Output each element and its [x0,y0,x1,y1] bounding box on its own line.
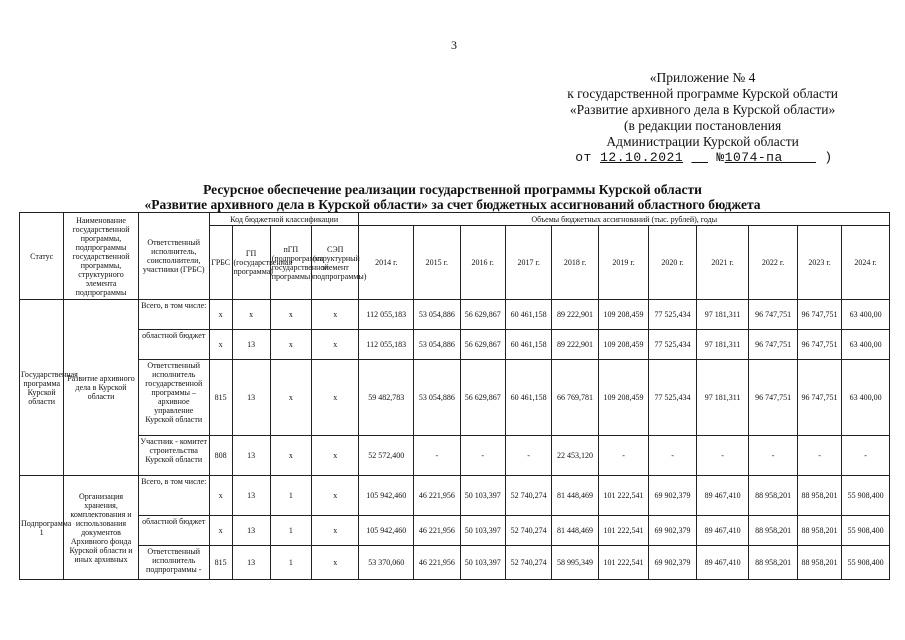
executor-cell: Всего, в том числе: [138,476,209,516]
gp-cell: 13 [232,330,270,360]
amount-cell: 101 222,541 [598,546,649,580]
grbs-cell: 815 [209,360,232,436]
amount-cell: 77 525,434 [649,300,696,330]
grbs-cell: х [209,330,232,360]
header-executor: Ответственный исполнитель, соисполнители, участники (ГРБС) [138,213,209,300]
gp-cell: 13 [232,360,270,436]
pgp-cell: 1 [270,516,311,546]
title-line-1: Ресурсное обеспечение реализации государственной программы Курской области [203,182,702,197]
appendix-line-2: к государственной программе Курской области [567,86,838,101]
grbs-cell: х [209,516,232,546]
amount-cell: 77 525,434 [649,360,696,436]
amount-cell: 112 055,183 [359,300,414,330]
appendix-line-4: (в редакции постановления [623,118,782,133]
table-row [20,330,890,360]
amount-cell: 77 525,434 [649,330,696,360]
amount-cell: 46 221,956 [414,516,460,546]
amount-cell: 96 747,751 [749,360,797,436]
gp-cell: 13 [232,546,270,580]
amount-cell: 66 769,781 [552,360,598,436]
title-line-2: «Развитие архивного дела в Курской области» за счет бюджетных ассигнований областного бюджета [144,197,761,212]
amount-cell: 59 482,783 [359,360,414,436]
gp-cell: 13 [232,476,270,516]
header-name: Наименование государственной программы, подпрограммы государственной программы, структурного элемента подпрограммы [64,213,138,300]
header-year: 2019 г. [598,226,649,300]
table-row [20,300,890,330]
number-label: № [716,150,725,165]
amount-cell: 53 054,886 [414,300,460,330]
amount-cell: 88 958,201 [749,516,797,546]
amount-cell: - [842,436,890,476]
header-grbs: ГРБС [209,226,232,300]
sep-cell: х [311,546,358,580]
amount-cell: 56 629,867 [460,330,505,360]
amount-cell: 55 908,400 [842,476,890,516]
amount-cell: 88 958,201 [749,546,797,580]
program-name-cell: Организация хранения, комплектования и использования документов Архивного фонда Курской области и иных архивных [64,476,138,580]
decree-number: 1074-па [724,150,783,165]
amount-cell: 101 222,541 [598,516,649,546]
header-year: 2020 г. [649,226,696,300]
pgp-cell: 1 [270,546,311,580]
amount-cell: 89 467,410 [696,546,749,580]
sep-cell: х [311,360,358,436]
pgp-cell: х [270,300,311,330]
sep-cell: х [311,300,358,330]
amount-cell: - [414,436,460,476]
appendix-line-3: «Развитие архивного дела в Курской области» [569,102,836,117]
header-year: 2021 г. [696,226,749,300]
amount-cell: 112 055,183 [359,330,414,360]
pgp-cell: х [270,436,311,476]
amount-cell: 96 747,751 [749,330,797,360]
amount-cell: 81 448,469 [552,476,598,516]
amount-cell: 55 908,400 [842,516,890,546]
pgp-cell: 1 [270,476,311,516]
pgp-cell: х [270,360,311,436]
amount-cell: 109 208,459 [598,330,649,360]
amount-cell: 60 461,158 [505,330,551,360]
resource-table [19,212,890,580]
table-row [20,546,890,580]
amount-cell: - [505,436,551,476]
amount-cell: 109 208,459 [598,360,649,436]
amount-cell: - [649,436,696,476]
header-year: 2017 г. [505,226,551,300]
gp-cell: х [232,300,270,330]
amount-cell: 96 747,751 [797,300,841,330]
amount-cell: 58 995,349 [552,546,598,580]
appendix-line-1: «Приложение № 4 [649,70,756,85]
amount-cell: 53 054,886 [414,360,460,436]
sep-cell: х [311,476,358,516]
header-year: 2015 г. [414,226,460,300]
header-year: 2016 г. [460,226,505,300]
table-row [20,476,890,516]
amount-cell: - [696,436,749,476]
grbs-cell: 808 [209,436,232,476]
appendix-header [567,70,838,166]
amount-cell: 89 222,901 [552,300,598,330]
header-pgp: пГП (подпрограмма государственной программы) [270,226,311,300]
header-volumes-group: Объемы бюджетных ассигнований (тыс. рублей), годы [359,213,890,226]
document-title [0,182,905,212]
status-cell: Подпрограмма 1 [20,476,64,580]
header-year: 2022 г. [749,226,797,300]
header-status: Статус [20,213,64,300]
appendix-line-5: Администрации Курской области [606,134,799,149]
amount-cell: 50 103,397 [460,476,505,516]
amount-cell: 69 902,379 [649,546,696,580]
amount-cell: 69 902,379 [649,476,696,516]
amount-cell: 96 747,751 [749,300,797,330]
amount-cell: 88 958,201 [749,476,797,516]
amount-cell: 56 629,867 [460,360,505,436]
amount-cell: 53 370,060 [359,546,414,580]
amount-cell: - [749,436,797,476]
header-year: 2024 г. [842,226,890,300]
close-paren: ) [824,150,833,165]
amount-cell: 89 467,410 [696,476,749,516]
amount-cell: 53 054,886 [414,330,460,360]
sep-cell: х [311,436,358,476]
amount-cell: 97 181,311 [696,360,749,436]
amount-cell: 55 908,400 [842,546,890,580]
amount-cell: 105 942,460 [359,516,414,546]
table-row [20,360,890,436]
amount-cell: 88 958,201 [797,476,841,516]
amount-cell: 46 221,956 [414,546,460,580]
page-number: 3 [451,38,457,52]
amount-cell: 46 221,956 [414,476,460,516]
executor-cell: Ответственный исполнитель государственной программы – архивное управление Курской области [138,360,209,436]
pgp-cell: х [270,330,311,360]
table-row [20,436,890,476]
grbs-cell: х [209,300,232,330]
from-label: от [575,150,592,165]
appendix-date-line [567,150,838,166]
amount-cell: 96 747,751 [797,330,841,360]
amount-cell: 63 400,00 [842,300,890,330]
sep-cell: х [311,330,358,360]
amount-cell: 97 181,311 [696,300,749,330]
sep-cell: х [311,516,358,546]
amount-cell: 69 902,379 [649,516,696,546]
header-year: 2023 г. [797,226,841,300]
header-gp: ГП (государственная программа) [232,226,270,300]
amount-cell: 63 400,00 [842,330,890,360]
grbs-cell: 815 [209,546,232,580]
table-row [20,516,890,546]
amount-cell: 22 453,120 [552,436,598,476]
amount-cell: 88 958,201 [797,516,841,546]
amount-cell: 96 747,751 [797,360,841,436]
amount-cell: 52 740,274 [505,476,551,516]
amount-cell: 50 103,397 [460,546,505,580]
amount-cell: 52 740,274 [505,516,551,546]
executor-cell: областной бюджет [138,330,209,360]
amount-cell: 60 461,158 [505,360,551,436]
amount-cell: 60 461,158 [505,300,551,330]
executor-cell: областной бюджет [138,516,209,546]
amount-cell: - [460,436,505,476]
amount-cell: 89 222,901 [552,330,598,360]
amount-cell: 50 103,397 [460,516,505,546]
amount-cell: 63 400,00 [842,360,890,436]
amount-cell: 89 467,410 [696,516,749,546]
amount-cell: 105 942,460 [359,476,414,516]
amount-cell: 52 740,274 [505,546,551,580]
status-cell: Государственная программа Курской области [20,300,64,476]
header-code-group: Код бюджетной классификации [209,213,359,226]
amount-cell: 97 181,311 [696,330,749,360]
amount-cell: 56 629,867 [460,300,505,330]
gp-cell: 13 [232,516,270,546]
executor-cell: Ответственный исполнитель подпрограммы - [138,546,209,580]
amount-cell: 81 448,469 [552,516,598,546]
amount-cell: 52 572,400 [359,436,414,476]
grbs-cell: х [209,476,232,516]
amount-cell: 101 222,541 [598,476,649,516]
executor-cell: Участник - комитет строительства Курской области [138,436,209,476]
decree-date: 12.10.2021 [600,150,684,165]
header-year: 2014 г. [359,226,414,300]
header-sep: СЭП (структурный элемент подпрограммы) [311,226,358,300]
program-name-cell: Развитие архивного дела в Курской области [64,300,138,476]
amount-cell: 88 958,201 [797,546,841,580]
amount-cell: - [598,436,649,476]
header-year: 2018 г. [552,226,598,300]
amount-cell: - [797,436,841,476]
executor-cell: Всего, в том числе: [138,300,209,330]
gp-cell: 13 [232,436,270,476]
amount-cell: 109 208,459 [598,300,649,330]
